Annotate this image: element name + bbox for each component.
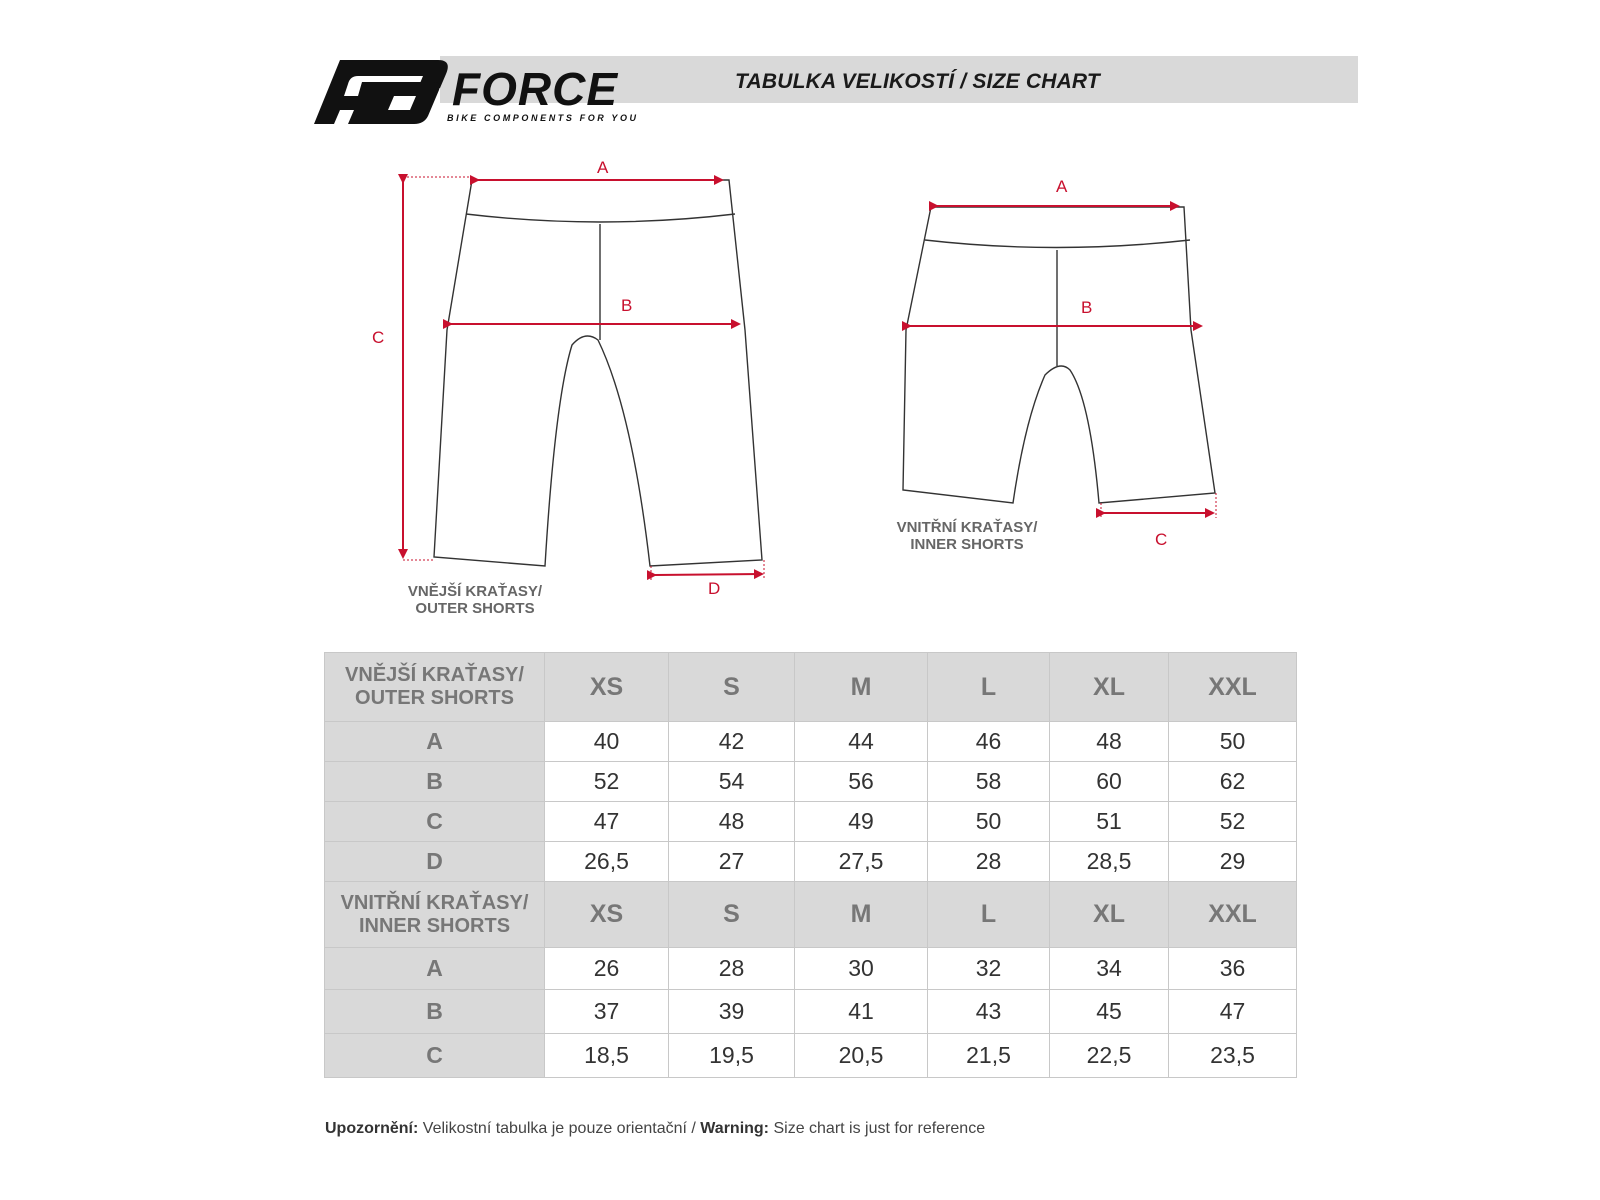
inner-label-a: A xyxy=(1056,177,1068,196)
table-row xyxy=(325,802,1297,842)
size-header: S xyxy=(669,882,795,948)
outer-title-line2: OUTER SHORTS xyxy=(355,687,514,709)
table-cell: 44 xyxy=(795,722,928,762)
table-cell: 49 xyxy=(795,802,928,842)
row-label: C xyxy=(325,802,545,842)
table-cell: 27,5 xyxy=(795,842,928,882)
outer-header-row xyxy=(325,653,1297,722)
table-cell: 28 xyxy=(669,948,795,990)
table-row xyxy=(325,762,1297,802)
table-cell: 21,5 xyxy=(928,1034,1050,1078)
outer-caption-line2: OUTER SHORTS xyxy=(415,600,535,617)
table-cell: 48 xyxy=(669,802,795,842)
size-header: XS xyxy=(545,653,669,722)
table-cell: 28 xyxy=(928,842,1050,882)
inner-caption-line1: VNITŘNÍ KRAŤASY/ xyxy=(896,519,1038,536)
inner-section-title xyxy=(325,882,545,948)
size-header: XS xyxy=(545,882,669,948)
size-table xyxy=(324,652,1297,1078)
table-cell: 54 xyxy=(669,762,795,802)
table-cell: 43 xyxy=(928,990,1050,1034)
table-cell: 45 xyxy=(1050,990,1169,1034)
outer-section-title xyxy=(325,653,545,722)
inner-header-row xyxy=(325,882,1297,948)
inner-title-line1: VNITŘNÍ KRAŤASY/ xyxy=(340,891,529,914)
table-cell: 40 xyxy=(545,722,669,762)
table-cell: 34 xyxy=(1050,948,1169,990)
size-header: S xyxy=(669,653,795,722)
outer-shorts-caption xyxy=(375,583,575,617)
table-cell: 42 xyxy=(669,722,795,762)
row-label: D xyxy=(325,842,545,882)
warning-label-cz: Upozornění: xyxy=(325,1120,419,1137)
table-row xyxy=(325,1034,1297,1078)
table-cell: 41 xyxy=(795,990,928,1034)
table-cell: 20,5 xyxy=(795,1034,928,1078)
table-row xyxy=(325,722,1297,762)
table-cell: 60 xyxy=(1050,762,1169,802)
size-header: XL xyxy=(1050,653,1169,722)
outer-dimension-c xyxy=(403,177,470,560)
size-header: XXL xyxy=(1169,882,1297,948)
inner-title-line2: INNER SHORTS xyxy=(358,914,511,937)
warning-text-cz: Velikostní tabulka je pouze orientační / xyxy=(418,1120,701,1137)
table-cell: 46 xyxy=(928,722,1050,762)
outer-dimension-d xyxy=(651,560,764,580)
table-cell: 23,5 xyxy=(1169,1034,1297,1078)
inner-shorts-caption xyxy=(867,519,1067,553)
table-cell: 47 xyxy=(1169,990,1297,1034)
table-cell: 52 xyxy=(545,762,669,802)
brand-tagline: BIKE COMPONENTS FOR YOU xyxy=(447,113,639,123)
table-cell: 50 xyxy=(1169,722,1297,762)
size-header: XXL xyxy=(1169,653,1297,722)
table-cell: 22,5 xyxy=(1050,1034,1169,1078)
table-cell: 62 xyxy=(1169,762,1297,802)
size-header: M xyxy=(795,882,928,948)
inner-caption-line2: INNER SHORTS xyxy=(910,536,1024,553)
outer-shorts-outline xyxy=(434,180,762,566)
table-cell: 30 xyxy=(795,948,928,990)
size-header: XL xyxy=(1050,882,1169,948)
row-label: C xyxy=(325,1034,545,1078)
outer-label-a: A xyxy=(597,158,609,177)
table-cell: 56 xyxy=(795,762,928,802)
row-label: B xyxy=(325,762,545,802)
table-cell: 58 xyxy=(928,762,1050,802)
table-cell: 37 xyxy=(545,990,669,1034)
table-cell: 32 xyxy=(928,948,1050,990)
size-header: L xyxy=(928,653,1050,722)
row-label: A xyxy=(325,722,545,762)
warning-text-en: Size chart is just for reference xyxy=(769,1120,986,1137)
row-label: B xyxy=(325,990,545,1034)
table-cell: 29 xyxy=(1169,842,1297,882)
outer-title-line1: VNĚJŠÍ KRAŤASY/ xyxy=(345,664,524,686)
size-header: M xyxy=(795,653,928,722)
table-cell: 19,5 xyxy=(669,1034,795,1078)
inner-label-c: C xyxy=(1155,530,1168,549)
table-row xyxy=(325,990,1297,1034)
outer-label-d: D xyxy=(708,579,721,598)
table-cell: 51 xyxy=(1050,802,1169,842)
outer-caption-line1: VNĚJŠÍ KRAŤASY/ xyxy=(407,583,543,600)
brand-name: FORCE xyxy=(452,63,618,115)
table-cell: 27 xyxy=(669,842,795,882)
table-cell: 36 xyxy=(1169,948,1297,990)
table-cell: 47 xyxy=(545,802,669,842)
warning-note xyxy=(325,1120,985,1138)
inner-shorts-outline xyxy=(903,207,1215,503)
table-cell: 26 xyxy=(545,948,669,990)
table-cell: 50 xyxy=(928,802,1050,842)
page-title: TABULKA VELIKOSTÍ / SIZE CHART xyxy=(735,70,1100,93)
table-cell: 26,5 xyxy=(545,842,669,882)
table-cell: 48 xyxy=(1050,722,1169,762)
inner-label-b: B xyxy=(1081,298,1093,317)
table-row xyxy=(325,842,1297,882)
table-row xyxy=(325,948,1297,990)
table-cell: 52 xyxy=(1169,802,1297,842)
outer-label-b: B xyxy=(621,296,633,315)
inner-dimension-c xyxy=(1101,493,1216,518)
table-cell: 28,5 xyxy=(1050,842,1169,882)
row-label: A xyxy=(325,948,545,990)
outer-label-c: C xyxy=(372,328,385,347)
table-cell: 39 xyxy=(669,990,795,1034)
table-cell: 18,5 xyxy=(545,1034,669,1078)
size-header: L xyxy=(928,882,1050,948)
warning-label-en: Warning: xyxy=(700,1120,770,1137)
